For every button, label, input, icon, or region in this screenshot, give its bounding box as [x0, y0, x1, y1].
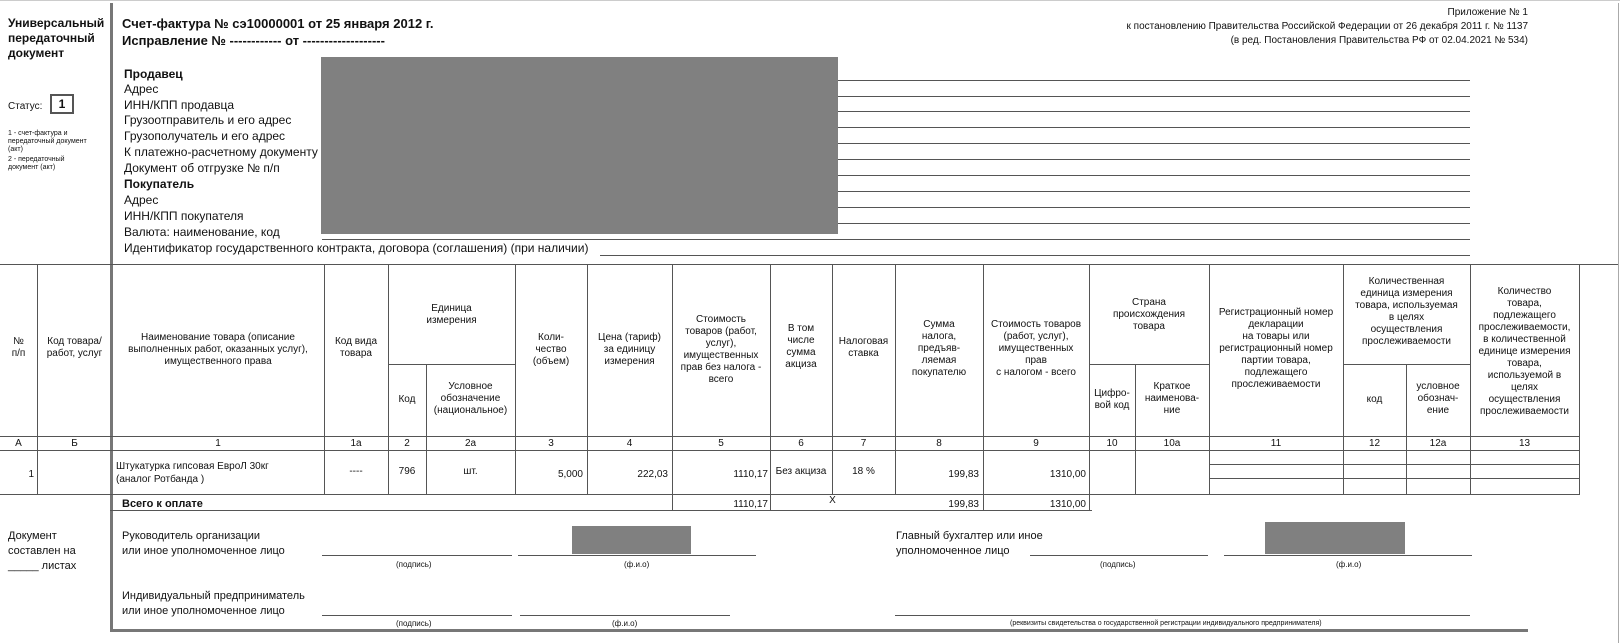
row-cost: 1110,17 — [733, 469, 768, 480]
accountant-label-1: Главный бухгалтер или иное — [896, 530, 1043, 542]
header-price: Цена (тариф) за единицу измерения — [598, 332, 661, 367]
header-qty: Коли- чество (объем) — [532, 332, 570, 367]
header-kind: Код вида товара — [334, 336, 378, 359]
party-row: Грузополучатель и его адрес — [124, 129, 286, 143]
col-label: 1 — [215, 437, 221, 449]
invoice-title: Счет-фактура № сэ10000001 от 25 января 2012 г. — [122, 16, 434, 31]
header-num: № п/п — [11, 336, 26, 359]
totals-cost: 1110,17 — [733, 499, 768, 510]
col-label: 7 — [860, 437, 867, 449]
status-box: 1 — [50, 94, 74, 114]
header-trace-unit: Количественная единица измерения товара, используемая в целях осуществления прослеживаемости — [1355, 276, 1458, 347]
status-label: Статус: — [8, 101, 43, 112]
party-row: Адрес — [124, 193, 159, 207]
side-title-3: документ — [8, 46, 65, 60]
header-unit: Единица измерения — [426, 303, 477, 326]
col-label: 12а — [1429, 437, 1447, 449]
fio-caption: (ф.и.о) — [612, 619, 638, 628]
row-price: 222,03 — [637, 469, 668, 480]
header-excise: В том числе сумма акциза — [785, 323, 817, 370]
entrepreneur-label-1: Индивидуальный предприниматель — [122, 590, 305, 602]
party-row: Документ об отгрузке № п/п — [124, 161, 280, 175]
col-label: 12 — [1368, 437, 1381, 449]
party-row: ИНН/КПП продавца — [124, 98, 235, 112]
row-rate: 18 % — [852, 466, 875, 477]
row-tax: 199,83 — [948, 469, 979, 480]
col-label: 10а — [1163, 437, 1181, 449]
header-total: Стоимость товаров (работ, услуг), имущественных прав с налогом - всего — [990, 319, 1082, 378]
party-row: Адрес — [124, 82, 159, 96]
status-note: передаточный документ — [8, 138, 87, 145]
col-label: 6 — [798, 437, 804, 449]
appendix-2: к постановлению Правительства Российской Федерации от 26 декабря 2011 г. № 1137 — [1126, 21, 1528, 32]
row-total: 1310,00 — [1049, 469, 1086, 480]
header-cost: Стоимость товаров (работ, услуг), имущественных прав без налога - всего — [680, 314, 762, 385]
row-excise: Без акциза — [775, 466, 827, 477]
status-note: 2 - передаточный — [8, 156, 65, 163]
doc-made-3: _____ листах — [8, 560, 77, 572]
header-trace-code: код — [1366, 394, 1383, 405]
party-row: ИНН/КПП покупателя — [124, 209, 244, 223]
col-label: 2а — [464, 437, 477, 449]
row-qty: 5,000 — [557, 469, 583, 480]
row-kind: ---- — [349, 466, 363, 477]
status-note: (акт) — [8, 146, 23, 153]
col-label: 3 — [548, 437, 554, 449]
party-row: Идентификатор государственного контракта, договора (соглашения) (при наличии) — [124, 241, 589, 255]
header-unit-name: Условное обозначение (национальное) — [433, 381, 508, 416]
row-num: 1 — [28, 469, 34, 480]
redacted-accountant-name — [1265, 522, 1405, 554]
header-country-name: Краткое наименова- ние — [1144, 381, 1200, 416]
frame-bottom — [110, 629, 1528, 632]
header-trace-qty: Количество товара, подлежащего прослеживаемости, в количественной единице измерения товара, используемой в целях осуществления прослеживаемости — [1478, 286, 1571, 417]
col-label: 8 — [936, 437, 942, 449]
col-label: 9 — [1033, 437, 1039, 449]
status-note: документ (акт) — [8, 164, 56, 171]
redacted-head-name — [572, 526, 691, 554]
status-note: 1 - счет-фактура и — [8, 130, 68, 137]
header-rate: Налоговая ставка — [838, 336, 889, 359]
appendix-3: (в ред. Постановления Правительства РФ от 02.04.2021 № 534) — [1230, 35, 1528, 46]
party-row: Грузоотправитель и его адрес — [124, 113, 292, 127]
accountant-label-2: уполномоченное лицо — [896, 545, 1010, 557]
header-tax: Сумма налога, предъяв- ляемая покупателю — [911, 319, 967, 378]
row-name-1: Штукатурка гипсовая ЕвроЛ 30кг — [116, 461, 269, 472]
header-code: Код товара/ работ, услуг — [46, 336, 103, 359]
col-label: 13 — [1518, 437, 1531, 449]
requisites-caption: (реквизиты свидетельства о государственной регистрации индивидуального предпринимателя) — [1010, 620, 1322, 627]
appendix-1: Приложение № 1 — [1447, 7, 1528, 18]
row-name-2: (аналог Ротбанда ) — [116, 474, 205, 485]
head-label-1: Руководитель организации — [122, 530, 261, 542]
redacted-party-details — [321, 57, 838, 234]
col-label: А — [15, 437, 22, 449]
totals-total: 1310,00 — [1049, 499, 1086, 510]
seller-heading: Продавец — [124, 67, 183, 81]
header-country-code: Цифро- вой код — [1094, 388, 1130, 411]
col-label: 1а — [350, 437, 362, 449]
col-label: 10 — [1106, 437, 1118, 449]
head-label-2: или иное уполномоченное лицо — [122, 545, 285, 557]
correction-line: Исправление № ------------ от ------------------- — [122, 33, 385, 48]
doc-made-2: составлен на — [8, 545, 76, 557]
sign-caption: (подпись) — [396, 560, 432, 569]
col-label: 2 — [404, 437, 410, 449]
side-title-1: Универсальный — [8, 16, 105, 30]
row-unit-name: шт. — [463, 466, 478, 477]
side-title-2: передаточный — [8, 31, 95, 45]
col-label: 4 — [626, 437, 633, 449]
entrepreneur-label-2: или иное уполномоченное лицо — [122, 605, 285, 617]
fio-caption: (ф.и.о) — [1336, 560, 1362, 569]
col-label: 5 — [718, 437, 724, 449]
party-row: К платежно-расчетному документу — [124, 145, 318, 159]
header-name: Наименование товара (описание выполненных работ, оказанных услуг), имущественного права — [128, 332, 308, 367]
frame-left — [110, 3, 113, 631]
totals-label: Всего к оплате — [122, 498, 203, 510]
party-row: Валюта: наименование, код — [124, 225, 280, 239]
header-unit-code: Код — [398, 394, 416, 405]
sign-caption: (подпись) — [1100, 560, 1136, 569]
col-label: Б — [71, 437, 78, 449]
fio-caption: (ф.и.о) — [624, 560, 650, 569]
header-declaration: Регистрационный номер декларации на товары или регистрационный номер партии товара, подлежащего прослеживаемости — [1218, 307, 1334, 390]
col-label: 11 — [1270, 437, 1282, 449]
doc-made-1: Документ — [8, 530, 57, 542]
totals-tax: 199,83 — [948, 499, 979, 510]
row-unit-code: 796 — [398, 466, 416, 477]
header-country: Страна происхождения товара — [1112, 297, 1186, 332]
totals-excise: X — [829, 495, 836, 506]
sign-caption: (подпись) — [396, 619, 432, 628]
header-trace-name: условное обознач- ение — [1416, 381, 1460, 416]
buyer-heading: Покупатель — [124, 177, 195, 191]
